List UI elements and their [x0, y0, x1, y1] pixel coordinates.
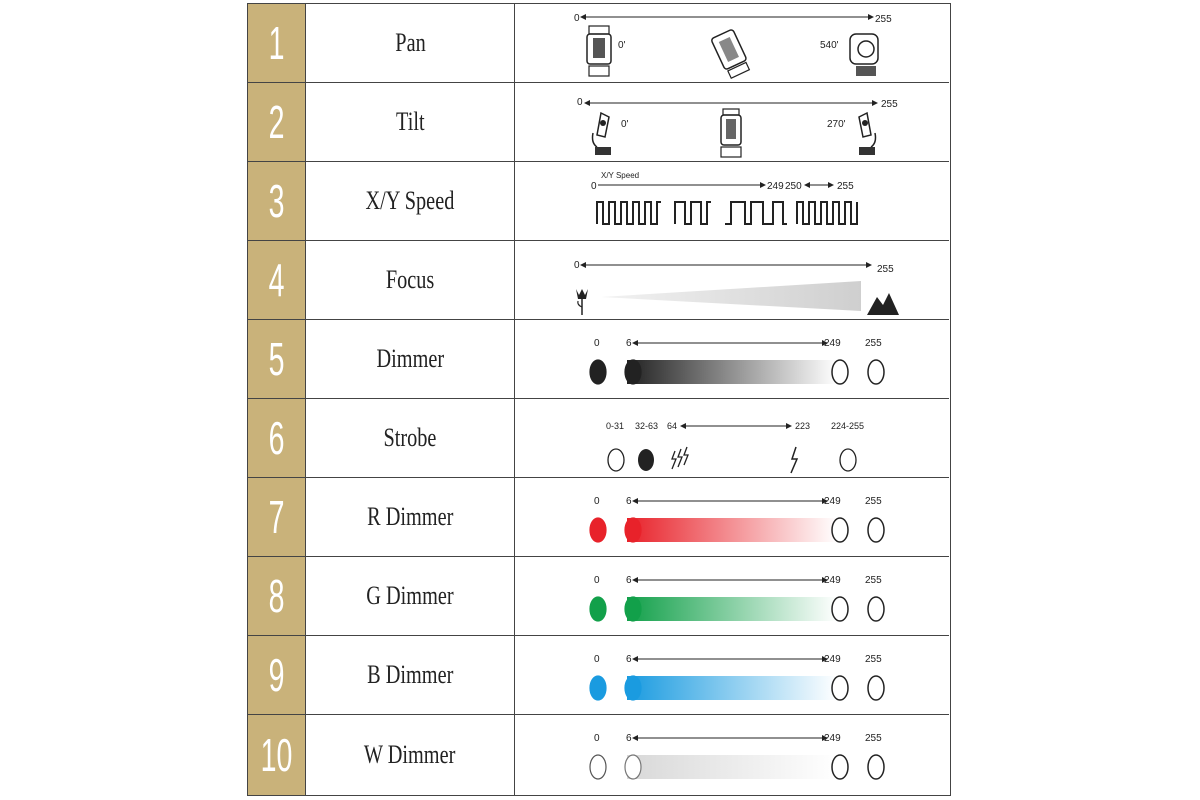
bar-end-cap [832, 676, 848, 700]
channel-number: 6 [268, 412, 285, 464]
channel-name: G Dimmer [366, 581, 454, 610]
channel-name: X/Y Speed [365, 186, 455, 215]
channel-name-cell [306, 557, 515, 635]
channel-name-cell [306, 83, 515, 161]
slow-strobe-icon [791, 447, 797, 473]
intensity-bar [627, 755, 837, 779]
bar-end-cap [832, 360, 848, 384]
channel-row-b-dimmer [248, 636, 949, 715]
open-circle-icon [840, 449, 856, 471]
off-dot [590, 518, 606, 542]
moving-head-tilt-left-icon [593, 113, 612, 155]
channel-name-cell [306, 320, 515, 398]
angle-end: 270' [827, 119, 846, 130]
channel-number: 8 [268, 570, 285, 622]
channel-number-cell [248, 320, 306, 398]
channel-graphic-tilt [515, 83, 949, 161]
scale-value-6: 6 [626, 733, 632, 744]
channel-row-pan [248, 4, 949, 83]
channel-number: 7 [268, 491, 285, 543]
bar-start-cap [625, 755, 641, 779]
channel-name: Dimmer [376, 344, 444, 373]
channel-graphic-w-dimmer [515, 715, 949, 795]
bar-start-cap [625, 360, 641, 384]
scale-value-0: 0 [594, 496, 600, 507]
scale-mid-end: 249 [767, 181, 784, 192]
channel-number-cell [248, 241, 306, 319]
scale-value-249: 249 [824, 733, 841, 744]
channel-name: Tilt [395, 107, 425, 136]
moving-head-side-icon [850, 34, 878, 76]
channel-name: Focus [385, 265, 435, 294]
angle-start: 0' [618, 40, 626, 51]
angle-start: 0' [621, 119, 629, 130]
off-dot [590, 676, 606, 700]
channel-row-dimmer [248, 320, 949, 399]
channel-number-cell [248, 715, 306, 795]
scale-end: 255 [875, 14, 892, 25]
intensity-bar [627, 518, 837, 542]
angle-end: 540' [820, 40, 839, 51]
scale-start: 0 [574, 260, 580, 271]
focus-wedge [601, 281, 861, 311]
channel-graphic-b-dimmer [515, 636, 949, 714]
channel-graphic-strobe [515, 399, 949, 477]
scale-value-6: 6 [626, 575, 632, 586]
scale-value-249: 249 [824, 654, 841, 665]
channel-name: W Dimmer [364, 740, 456, 769]
channel-number-cell [248, 636, 306, 714]
channel-number: 9 [268, 649, 285, 701]
scale-value-249: 249 [824, 496, 841, 507]
channel-graphic-dimmer [515, 320, 949, 398]
bar-end-cap [832, 518, 848, 542]
channel-name: B Dimmer [366, 660, 454, 689]
scale-value-0: 0 [594, 575, 600, 586]
scale-end: 255 [877, 264, 894, 275]
range-open-2: 224-255 [831, 421, 865, 431]
fast-strobe-icon [672, 447, 688, 469]
scale-value-6: 6 [626, 496, 632, 507]
full-dot [868, 518, 884, 542]
off-dot [590, 597, 606, 621]
channel-graphic-g-dimmer [515, 557, 949, 635]
scale-value-249: 249 [824, 338, 841, 349]
scale-value-6: 6 [626, 654, 632, 665]
channel-graphic-xy-speed [515, 162, 949, 240]
channel-row-w-dimmer [248, 715, 949, 795]
channel-name-cell [306, 162, 515, 240]
range-strobe-end: 223 [795, 421, 811, 431]
full-dot [868, 597, 884, 621]
channel-number: 5 [268, 333, 285, 385]
channel-number-cell [248, 4, 306, 82]
mountain-far-icon [867, 293, 899, 315]
scale-value-0: 0 [594, 338, 600, 349]
range-strobe-start: 64 [667, 421, 678, 431]
scale-mid-start: 250 [785, 181, 802, 192]
scale-value-0: 0 [594, 733, 600, 744]
moving-head-tilt-right-icon [859, 113, 876, 155]
channel-name-cell [306, 636, 515, 714]
channel-name: Pan [394, 28, 426, 57]
dmx-channel-table [247, 3, 951, 796]
scale-value-0: 0 [594, 654, 600, 665]
channel-name-cell [306, 399, 515, 477]
bar-start-cap [625, 518, 641, 542]
scale-start: 0 [591, 181, 597, 192]
channel-row-strobe [248, 399, 949, 478]
channel-number-cell [248, 557, 306, 635]
intensity-bar [627, 597, 837, 621]
full-dot [868, 360, 884, 384]
scale-start: 0 [574, 13, 580, 24]
channel-number: 3 [268, 175, 285, 227]
channel-row-focus [248, 241, 949, 320]
scale-value-255: 255 [865, 338, 882, 349]
channel-graphic-r-dimmer [515, 478, 949, 556]
channel-name-cell [306, 715, 515, 795]
bar-start-cap [625, 597, 641, 621]
open-circle-icon [608, 449, 624, 471]
channel-name-cell [306, 241, 515, 319]
moving-head-tilted-icon [711, 29, 751, 79]
channel-number-cell [248, 83, 306, 161]
bar-end-cap [832, 755, 848, 779]
scale-end: 255 [881, 99, 898, 110]
closed-circle-icon [638, 449, 654, 471]
flower-macro-icon [576, 289, 588, 315]
scale-value-249: 249 [824, 575, 841, 586]
channel-row-tilt [248, 83, 949, 162]
range-open: 0-31 [606, 421, 625, 431]
scale-start: 0 [577, 97, 583, 108]
channel-name: Strobe [383, 423, 437, 452]
moving-head-upright-icon [721, 109, 741, 157]
bar-start-cap [625, 676, 641, 700]
channel-number-cell [248, 478, 306, 556]
channel-number-cell [248, 399, 306, 477]
channel-number: 1 [268, 17, 285, 69]
scale-value-255: 255 [865, 733, 882, 744]
intensity-bar [627, 676, 837, 700]
full-dot [868, 676, 884, 700]
channel-number-cell [248, 162, 306, 240]
range-closed: 32-63 [635, 421, 659, 431]
scale-end: 255 [837, 181, 854, 192]
intensity-bar [627, 360, 837, 384]
moving-head-front-icon [587, 26, 611, 76]
scale-value-255: 255 [865, 496, 882, 507]
channel-row-r-dimmer [248, 478, 949, 557]
speed-label: X/Y Speed [601, 171, 640, 180]
bar-end-cap [832, 597, 848, 621]
channel-number: 2 [268, 96, 285, 148]
scale-value-255: 255 [865, 575, 882, 586]
full-dot [868, 755, 884, 779]
channel-row-xy-speed [248, 162, 949, 241]
pulse-wave-icon [597, 202, 857, 224]
off-dot [590, 755, 606, 779]
channel-graphic-pan [515, 4, 949, 82]
off-dot [590, 360, 606, 384]
channel-name-cell [306, 478, 515, 556]
scale-value-6: 6 [626, 338, 632, 349]
channel-graphic-focus [515, 241, 949, 319]
channel-number: 10 [260, 729, 293, 781]
channel-row-g-dimmer [248, 557, 949, 636]
channel-name: R Dimmer [366, 502, 454, 531]
scale-value-255: 255 [865, 654, 882, 665]
channel-number: 4 [268, 254, 285, 306]
channel-name-cell [306, 4, 515, 82]
